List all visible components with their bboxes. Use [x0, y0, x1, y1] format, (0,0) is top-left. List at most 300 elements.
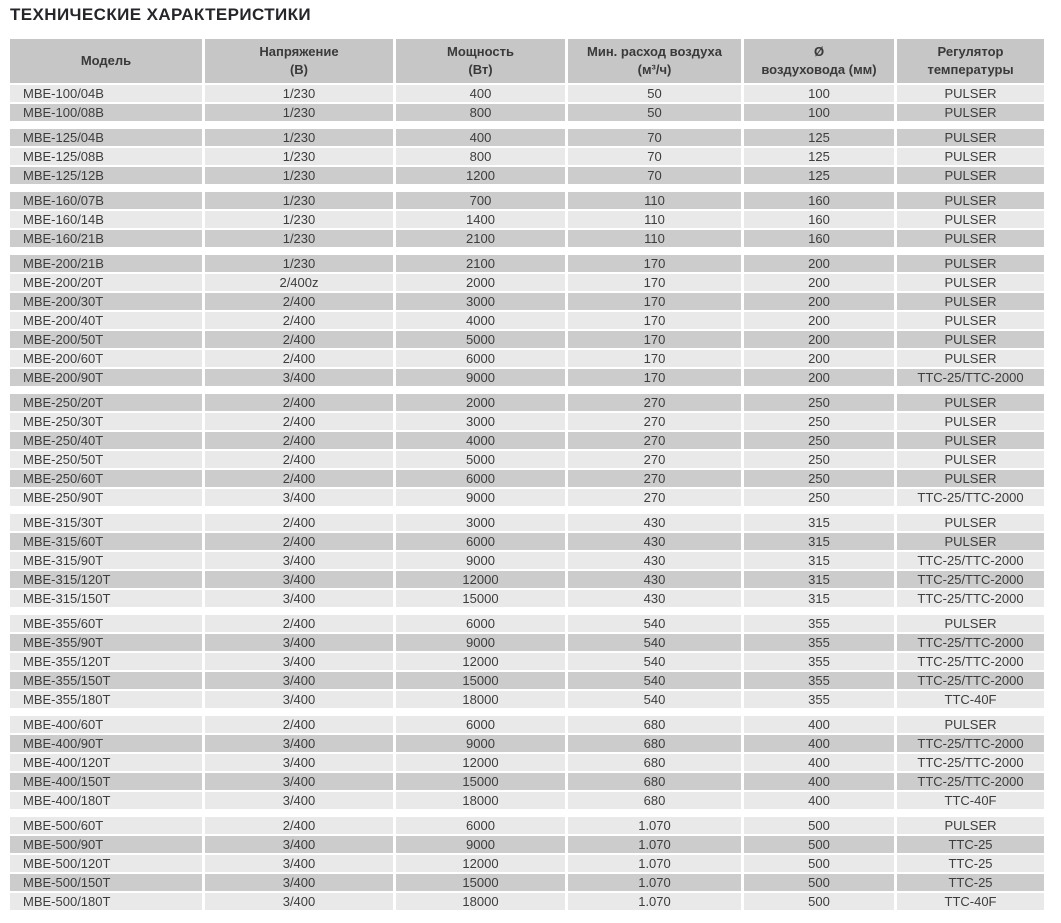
diameter-cell: 200 [744, 312, 894, 329]
voltage-cell: 1/230 [205, 129, 393, 146]
column-header-regulator [897, 39, 1044, 83]
model-cell: MBE-250/50T [10, 451, 202, 468]
model-cell: MBE-250/60T [10, 470, 202, 487]
power-cell: 9000 [396, 634, 565, 651]
model-cell: MBE-500/60T [10, 817, 202, 834]
model-cell: MBE-315/30T [10, 514, 202, 531]
group-spacer [10, 710, 1044, 714]
model-cell: MBE-355/120T [10, 653, 202, 670]
table-row [10, 533, 1044, 550]
power-cell: 9000 [396, 369, 565, 386]
regulator-cell: PULSER [897, 514, 1044, 531]
model-cell: MBE-160/07B [10, 192, 202, 209]
diameter-cell: 200 [744, 293, 894, 310]
diameter-cell: 160 [744, 211, 894, 228]
model-cell: MBE-400/60T [10, 716, 202, 733]
airflow-cell: 170 [568, 369, 741, 386]
airflow-cell: 50 [568, 104, 741, 121]
power-cell: 5000 [396, 331, 565, 348]
table-row [10, 716, 1044, 733]
diameter-cell: 355 [744, 691, 894, 708]
column-header-line: Регулятор [937, 44, 1004, 59]
table-row [10, 255, 1044, 272]
power-cell: 1400 [396, 211, 565, 228]
specs-table [7, 37, 1047, 912]
table-row [10, 489, 1044, 506]
airflow-cell: 270 [568, 470, 741, 487]
page-title: ТЕХНИЧЕСКИЕ ХАРАКТЕРИСТИКИ [10, 5, 312, 24]
model-cell: MBE-250/30T [10, 413, 202, 430]
airflow-cell: 540 [568, 634, 741, 651]
voltage-cell: 2/400 [205, 432, 393, 449]
power-cell: 6000 [396, 533, 565, 550]
regulator-cell: TTC-25/TTC-2000 [897, 489, 1044, 506]
airflow-cell: 680 [568, 716, 741, 733]
airflow-cell: 70 [568, 129, 741, 146]
group-spacer-cell [10, 508, 1044, 512]
airflow-cell: 270 [568, 489, 741, 506]
power-cell: 6000 [396, 350, 565, 367]
diameter-cell: 125 [744, 167, 894, 184]
airflow-cell: 430 [568, 552, 741, 569]
power-cell: 4000 [396, 432, 565, 449]
table-row [10, 211, 1044, 228]
model-cell: MBE-125/08B [10, 148, 202, 165]
model-cell: MBE-100/04B [10, 85, 202, 102]
diameter-cell: 500 [744, 874, 894, 891]
regulator-cell: PULSER [897, 312, 1044, 329]
voltage-cell: 1/230 [205, 230, 393, 247]
model-cell: MBE-200/30T [10, 293, 202, 310]
group-spacer [10, 249, 1044, 253]
voltage-cell: 3/400 [205, 672, 393, 689]
voltage-cell: 2/400z [205, 274, 393, 291]
column-header-line: Ø [813, 44, 825, 59]
airflow-cell: 540 [568, 672, 741, 689]
airflow-cell: 680 [568, 754, 741, 771]
table-row [10, 85, 1044, 102]
column-header-line: (Вт) [468, 62, 493, 77]
table-row [10, 167, 1044, 184]
voltage-cell: 3/400 [205, 571, 393, 588]
regulator-cell: PULSER [897, 615, 1044, 632]
regulator-cell: TTC-25/TTC-2000 [897, 590, 1044, 607]
regulator-cell: TTC-25/TTC-2000 [897, 735, 1044, 752]
model-cell: MBE-400/180T [10, 792, 202, 809]
diameter-cell: 400 [744, 792, 894, 809]
airflow-cell: 270 [568, 413, 741, 430]
table-row [10, 893, 1044, 910]
airflow-cell: 170 [568, 312, 741, 329]
power-cell: 2100 [396, 255, 565, 272]
power-cell: 400 [396, 129, 565, 146]
table-row [10, 672, 1044, 689]
table-row [10, 350, 1044, 367]
diameter-cell: 200 [744, 274, 894, 291]
diameter-cell: 355 [744, 634, 894, 651]
airflow-cell: 540 [568, 653, 741, 670]
airflow-cell: 170 [568, 293, 741, 310]
diameter-cell: 250 [744, 394, 894, 411]
airflow-cell: 50 [568, 85, 741, 102]
model-cell: MBE-250/20T [10, 394, 202, 411]
diameter-cell: 100 [744, 85, 894, 102]
voltage-cell: 1/230 [205, 104, 393, 121]
airflow-cell: 70 [568, 148, 741, 165]
power-cell: 12000 [396, 653, 565, 670]
voltage-cell: 3/400 [205, 773, 393, 790]
voltage-cell: 2/400 [205, 394, 393, 411]
regulator-cell: PULSER [897, 331, 1044, 348]
diameter-cell: 355 [744, 653, 894, 670]
model-cell: MBE-200/21B [10, 255, 202, 272]
column-header-line: (м³/ч) [637, 62, 672, 77]
voltage-cell: 2/400 [205, 615, 393, 632]
model-cell: MBE-200/50T [10, 331, 202, 348]
regulator-cell: PULSER [897, 85, 1044, 102]
voltage-cell: 1/230 [205, 255, 393, 272]
model-cell: MBE-355/150T [10, 672, 202, 689]
model-cell: MBE-200/20T [10, 274, 202, 291]
header-row [10, 39, 1044, 83]
regulator-cell: TTC-25 [897, 855, 1044, 872]
voltage-cell: 2/400 [205, 293, 393, 310]
voltage-cell: 3/400 [205, 489, 393, 506]
voltage-cell: 2/400 [205, 514, 393, 531]
airflow-cell: 1.070 [568, 836, 741, 853]
voltage-cell: 1/230 [205, 167, 393, 184]
diameter-cell: 160 [744, 230, 894, 247]
power-cell: 3000 [396, 413, 565, 430]
table-row [10, 590, 1044, 607]
table-row [10, 413, 1044, 430]
model-cell: MBE-315/90T [10, 552, 202, 569]
voltage-cell: 2/400 [205, 451, 393, 468]
table-row [10, 293, 1044, 310]
model-cell: MBE-315/120T [10, 571, 202, 588]
regulator-cell: TTC-25/TTC-2000 [897, 571, 1044, 588]
diameter-cell: 250 [744, 432, 894, 449]
power-cell: 6000 [396, 470, 565, 487]
regulator-cell: TTC-25/TTC-2000 [897, 634, 1044, 651]
power-cell: 2100 [396, 230, 565, 247]
column-header-line: воздуховода (мм) [761, 62, 877, 77]
model-cell: MBE-500/90T [10, 836, 202, 853]
voltage-cell: 2/400 [205, 350, 393, 367]
table-row [10, 104, 1044, 121]
group-spacer [10, 508, 1044, 512]
airflow-cell: 430 [568, 590, 741, 607]
table-row [10, 735, 1044, 752]
voltage-cell: 3/400 [205, 369, 393, 386]
column-header-voltage [205, 39, 393, 83]
diameter-cell: 250 [744, 451, 894, 468]
regulator-cell: PULSER [897, 350, 1044, 367]
airflow-cell: 110 [568, 230, 741, 247]
model-cell: MBE-100/08B [10, 104, 202, 121]
regulator-cell: PULSER [897, 167, 1044, 184]
power-cell: 9000 [396, 552, 565, 569]
table-row [10, 634, 1044, 651]
table-row [10, 451, 1044, 468]
voltage-cell: 1/230 [205, 148, 393, 165]
voltage-cell: 2/400 [205, 817, 393, 834]
diameter-cell: 125 [744, 129, 894, 146]
model-cell: MBE-250/40T [10, 432, 202, 449]
group-spacer [10, 388, 1044, 392]
table-row [10, 312, 1044, 329]
power-cell: 800 [396, 148, 565, 165]
table-row [10, 571, 1044, 588]
power-cell: 9000 [396, 836, 565, 853]
power-cell: 4000 [396, 312, 565, 329]
regulator-cell: PULSER [897, 716, 1044, 733]
diameter-cell: 125 [744, 148, 894, 165]
group-spacer-cell [10, 609, 1044, 613]
model-cell: MBE-160/21B [10, 230, 202, 247]
table-row [10, 394, 1044, 411]
airflow-cell: 270 [568, 451, 741, 468]
diameter-cell: 400 [744, 716, 894, 733]
power-cell: 12000 [396, 571, 565, 588]
diameter-cell: 315 [744, 552, 894, 569]
voltage-cell: 3/400 [205, 893, 393, 910]
table-header [10, 39, 1044, 83]
diameter-cell: 250 [744, 489, 894, 506]
table-row [10, 836, 1044, 853]
regulator-cell: TTC-25/TTC-2000 [897, 754, 1044, 771]
model-cell: MBE-500/120T [10, 855, 202, 872]
table-row [10, 369, 1044, 386]
power-cell: 6000 [396, 716, 565, 733]
diameter-cell: 100 [744, 104, 894, 121]
diameter-cell: 200 [744, 350, 894, 367]
model-cell: MBE-315/150T [10, 590, 202, 607]
model-cell: MBE-500/180T [10, 893, 202, 910]
table-row [10, 331, 1044, 348]
power-cell: 12000 [396, 855, 565, 872]
airflow-cell: 680 [568, 792, 741, 809]
model-cell: MBE-160/14B [10, 211, 202, 228]
model-cell: MBE-355/60T [10, 615, 202, 632]
regulator-cell: PULSER [897, 274, 1044, 291]
voltage-cell: 3/400 [205, 691, 393, 708]
voltage-cell: 3/400 [205, 735, 393, 752]
airflow-cell: 680 [568, 773, 741, 790]
column-header-model [10, 39, 202, 83]
voltage-cell: 3/400 [205, 552, 393, 569]
voltage-cell: 3/400 [205, 792, 393, 809]
airflow-cell: 430 [568, 571, 741, 588]
voltage-cell: 1/230 [205, 85, 393, 102]
column-header-diameter [744, 39, 894, 83]
table-row [10, 773, 1044, 790]
table-body [10, 85, 1044, 910]
airflow-cell: 270 [568, 394, 741, 411]
model-cell: MBE-200/40T [10, 312, 202, 329]
table-row [10, 817, 1044, 834]
power-cell: 400 [396, 85, 565, 102]
diameter-cell: 355 [744, 672, 894, 689]
group-spacer-cell [10, 123, 1044, 127]
table-row [10, 552, 1044, 569]
airflow-cell: 170 [568, 350, 741, 367]
power-cell: 18000 [396, 792, 565, 809]
model-cell: MBE-315/60T [10, 533, 202, 550]
diameter-cell: 400 [744, 735, 894, 752]
power-cell: 9000 [396, 735, 565, 752]
group-spacer-cell [10, 186, 1044, 190]
regulator-cell: TTC-25/TTC-2000 [897, 552, 1044, 569]
group-spacer [10, 186, 1044, 190]
regulator-cell: PULSER [897, 533, 1044, 550]
power-cell: 18000 [396, 691, 565, 708]
model-cell: MBE-200/60T [10, 350, 202, 367]
model-cell: MBE-250/90T [10, 489, 202, 506]
power-cell: 3000 [396, 514, 565, 531]
voltage-cell: 2/400 [205, 470, 393, 487]
table-row [10, 754, 1044, 771]
power-cell: 800 [396, 104, 565, 121]
power-cell: 2000 [396, 394, 565, 411]
table-row [10, 432, 1044, 449]
column-header-line: температуры [927, 62, 1014, 77]
table-row [10, 615, 1044, 632]
regulator-cell: PULSER [897, 470, 1044, 487]
diameter-cell: 500 [744, 855, 894, 872]
voltage-cell: 2/400 [205, 312, 393, 329]
power-cell: 15000 [396, 773, 565, 790]
column-header-line: (В) [289, 62, 309, 77]
table-row [10, 129, 1044, 146]
table-row [10, 230, 1044, 247]
column-header-line: Модель [80, 53, 132, 68]
power-cell: 3000 [396, 293, 565, 310]
power-cell: 700 [396, 192, 565, 209]
regulator-cell: PULSER [897, 129, 1044, 146]
airflow-cell: 110 [568, 211, 741, 228]
diameter-cell: 200 [744, 331, 894, 348]
group-spacer-cell [10, 249, 1044, 253]
voltage-cell: 3/400 [205, 634, 393, 651]
regulator-cell: PULSER [897, 451, 1044, 468]
diameter-cell: 355 [744, 615, 894, 632]
regulator-cell: PULSER [897, 817, 1044, 834]
regulator-cell: TTC-25 [897, 874, 1044, 891]
airflow-cell: 680 [568, 735, 741, 752]
regulator-cell: PULSER [897, 148, 1044, 165]
diameter-cell: 400 [744, 754, 894, 771]
table-row [10, 691, 1044, 708]
airflow-cell: 170 [568, 331, 741, 348]
power-cell: 12000 [396, 754, 565, 771]
group-spacer [10, 811, 1044, 815]
diameter-cell: 315 [744, 571, 894, 588]
regulator-cell: TTC-25 [897, 836, 1044, 853]
regulator-cell: PULSER [897, 394, 1044, 411]
regulator-cell: PULSER [897, 211, 1044, 228]
model-cell: MBE-125/04B [10, 129, 202, 146]
table-row [10, 874, 1044, 891]
column-header-line: Мощность [447, 44, 514, 59]
power-cell: 15000 [396, 672, 565, 689]
airflow-cell: 430 [568, 514, 741, 531]
regulator-cell: PULSER [897, 432, 1044, 449]
regulator-cell: TTC-25/TTC-2000 [897, 653, 1044, 670]
group-spacer [10, 123, 1044, 127]
airflow-cell: 1.070 [568, 874, 741, 891]
voltage-cell: 3/400 [205, 754, 393, 771]
airflow-cell: 1.070 [568, 893, 741, 910]
voltage-cell: 1/230 [205, 192, 393, 209]
voltage-cell: 2/400 [205, 331, 393, 348]
group-spacer-cell [10, 811, 1044, 815]
table-row [10, 192, 1044, 209]
group-spacer-cell [10, 710, 1044, 714]
table-row [10, 470, 1044, 487]
column-header-line: Мин. расход воздуха [587, 44, 722, 59]
diameter-cell: 500 [744, 836, 894, 853]
voltage-cell: 3/400 [205, 855, 393, 872]
voltage-cell: 1/230 [205, 211, 393, 228]
regulator-cell: PULSER [897, 230, 1044, 247]
power-cell: 15000 [396, 874, 565, 891]
regulator-cell: PULSER [897, 104, 1044, 121]
diameter-cell: 500 [744, 893, 894, 910]
diameter-cell: 250 [744, 413, 894, 430]
diameter-cell: 315 [744, 533, 894, 550]
model-cell: MBE-355/180T [10, 691, 202, 708]
regulator-cell: PULSER [897, 413, 1044, 430]
diameter-cell: 315 [744, 514, 894, 531]
diameter-cell: 200 [744, 369, 894, 386]
power-cell: 2000 [396, 274, 565, 291]
voltage-cell: 3/400 [205, 653, 393, 670]
diameter-cell: 200 [744, 255, 894, 272]
model-cell: MBE-200/90T [10, 369, 202, 386]
airflow-cell: 70 [568, 167, 741, 184]
airflow-cell: 430 [568, 533, 741, 550]
table-row [10, 514, 1044, 531]
regulator-cell: PULSER [897, 293, 1044, 310]
voltage-cell: 2/400 [205, 413, 393, 430]
voltage-cell: 3/400 [205, 836, 393, 853]
power-cell: 5000 [396, 451, 565, 468]
model-cell: MBE-355/90T [10, 634, 202, 651]
column-header-airflow [568, 39, 741, 83]
airflow-cell: 270 [568, 432, 741, 449]
airflow-cell: 1.070 [568, 855, 741, 872]
table-row [10, 148, 1044, 165]
power-cell: 15000 [396, 590, 565, 607]
power-cell: 18000 [396, 893, 565, 910]
diameter-cell: 500 [744, 817, 894, 834]
model-cell: MBE-500/150T [10, 874, 202, 891]
group-spacer-cell [10, 388, 1044, 392]
model-cell: MBE-400/90T [10, 735, 202, 752]
table-row [10, 274, 1044, 291]
airflow-cell: 170 [568, 274, 741, 291]
regulator-cell: TTC-40F [897, 893, 1044, 910]
airflow-cell: 1.070 [568, 817, 741, 834]
voltage-cell: 2/400 [205, 716, 393, 733]
table-row [10, 855, 1044, 872]
airflow-cell: 170 [568, 255, 741, 272]
airflow-cell: 110 [568, 192, 741, 209]
table-row [10, 792, 1044, 809]
model-cell: MBE-400/150T [10, 773, 202, 790]
column-header-line: Напряжение [259, 44, 339, 59]
